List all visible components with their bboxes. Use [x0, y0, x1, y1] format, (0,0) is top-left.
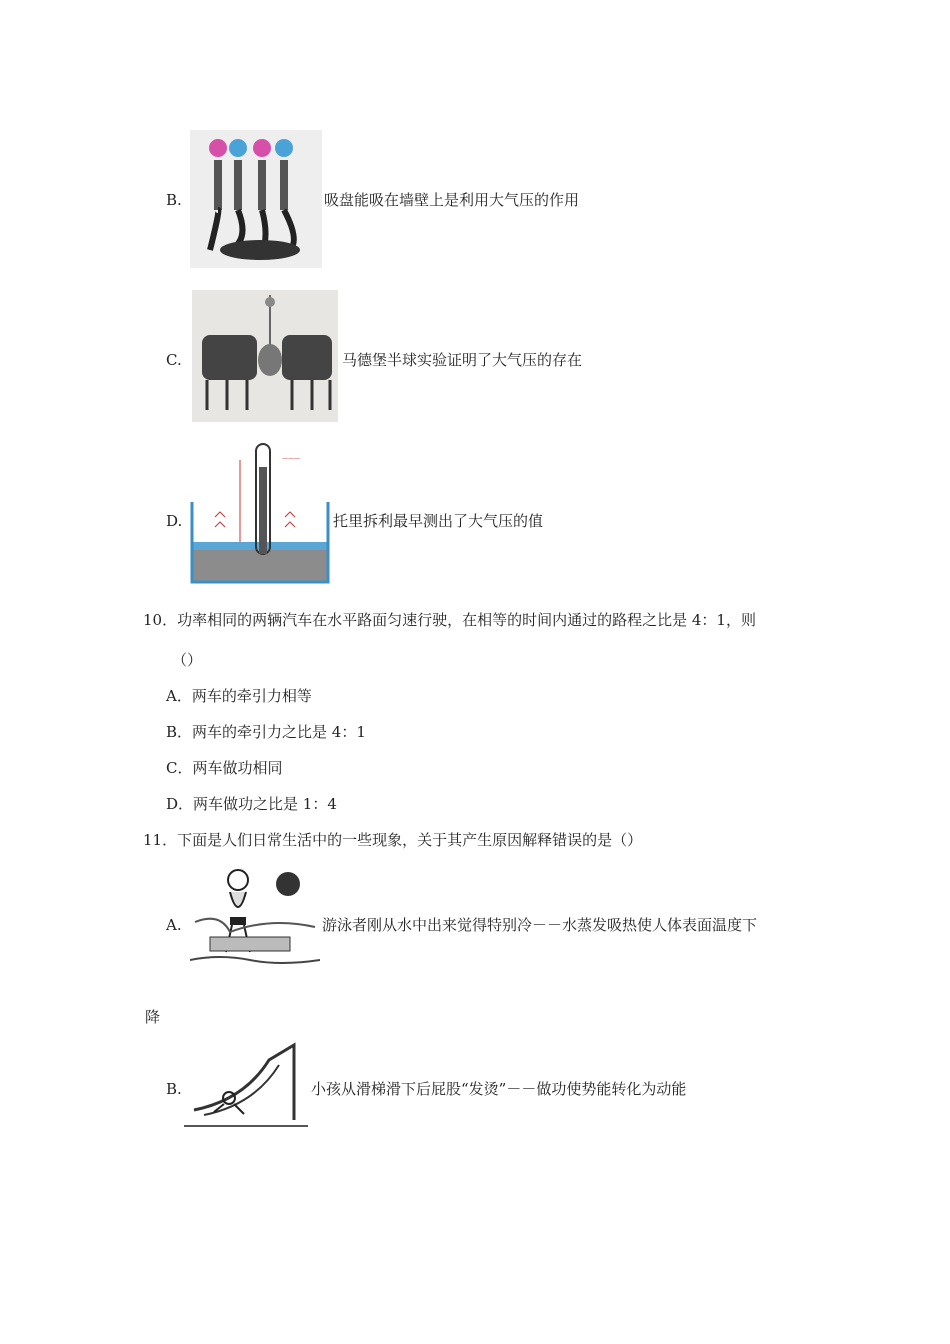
q10-option-b: B．两车的牵引力之比是 4：1 [166, 723, 366, 741]
q11-stem: 11．下面是人们日常生活中的一些现象，关于其产生原因解释错误的是（） [143, 831, 643, 849]
q11-option-a-text-wrap: 降 [145, 1008, 161, 1026]
q10-option-c: C．两车做功相同 [166, 759, 283, 777]
q11-option-b-letter: B. [166, 1080, 182, 1098]
magdeburg-hemispheres-image [192, 290, 338, 422]
q9-option-d-letter: D. [166, 512, 183, 530]
q9-option-d-text: 托里拆利最早测出了大气压的值 [333, 512, 544, 530]
svg-text:———: ——— [282, 455, 300, 462]
q9-option-b-letter: B. [166, 191, 182, 209]
q9-option-c-letter: C. [166, 351, 182, 369]
torricelli-experiment-image [190, 442, 330, 584]
q11-option-a-text: 游泳者刚从水中出来觉得特别冷－－水蒸发吸热使人体表面温度下 [322, 916, 758, 934]
q10-answer-blank: （） [172, 651, 203, 669]
swimmer-image [190, 862, 320, 968]
q11-option-b-text: 小孩从滑梯滑下后屁股“发烫”－－做功使势能转化为动能 [311, 1080, 687, 1098]
q10-stem: 10．功率相同的两辆汽车在水平路面匀速行驶，在相等的时间内通过的路程之比是 4：1，则 [143, 611, 756, 629]
q9-option-c-text: 马德堡半球实验证明了大气压的存在 [342, 351, 583, 369]
q9-option-b-text: 吸盘能吸在墙壁上是利用大气压的作用 [324, 191, 580, 209]
q10-option-a: A．两车的牵引力相等 [166, 687, 312, 705]
q11-option-a-letter: A. [166, 916, 182, 934]
q10-option-d: D．两车做功之比是 1：4 [166, 795, 337, 813]
suction-cups-image [190, 130, 322, 268]
slide-image [184, 1040, 308, 1130]
